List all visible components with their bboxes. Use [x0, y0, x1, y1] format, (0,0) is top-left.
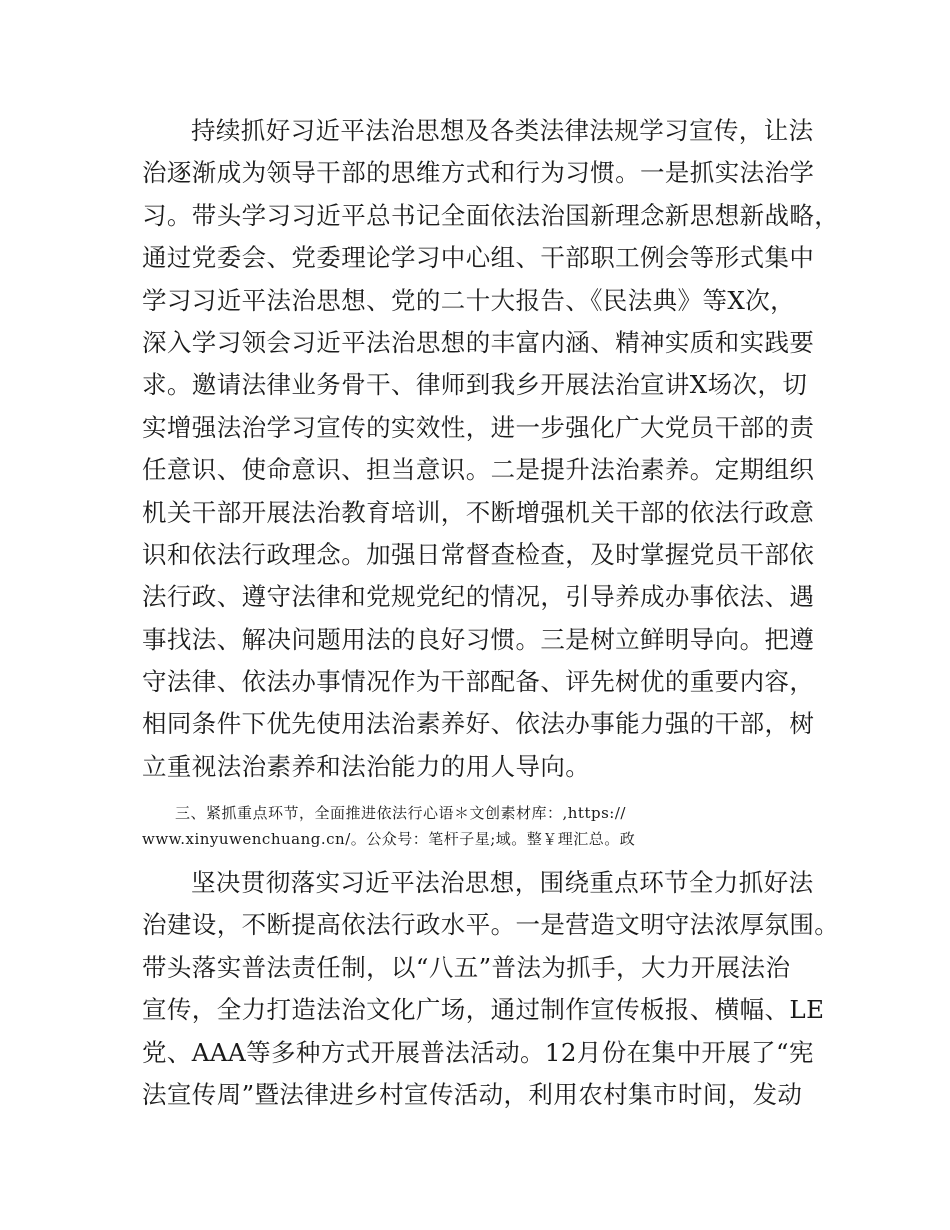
paragraph-line: 相同条件下优先使用法治素养好、依法办事能力强的干部，树 [142, 709, 815, 739]
paragraph-line: 任意识、使命意识、担当意识。二是提升法治素养。定期组织 [142, 455, 815, 485]
paragraph-line: 法宣传周”暨法律进乡村宣传活动，利用农村集市时间，发动 [142, 1079, 803, 1109]
heading-line: 三、紧抓重点环节，全面推进依法行心语＊文创素材库：,https:// [175, 804, 626, 822]
paragraph-line: 守法律、依法办事情况作为干部配备、评先树优的重要内容， [142, 667, 815, 697]
paragraph-key-links [142, 862, 840, 1116]
paragraph-line: 实增强法治学习宣传的实效性，进一步强化广大党员干部的责 [142, 412, 815, 442]
paragraph-line: 深入学习领会习近平法治思想的丰富内涵、精神实质和实践要 [142, 327, 815, 357]
paragraph-line: 习。带头学习习近平总书记全面依法治国新理念新思想新战略， [142, 200, 840, 230]
paragraph-legal-study [142, 110, 840, 788]
section-heading-3 [142, 800, 822, 852]
paragraph-line: 党、AAA等多种方式开展普法活动。12月份在集中开展了“宪 [142, 1037, 814, 1067]
paragraph-line: 持续抓好习近平法治思想及各类法律法规学习宣传，让法 [191, 116, 814, 145]
paragraph-line: 学习习近平法治思想、党的二十大报告、《民法典》等X次， [142, 285, 795, 315]
paragraph-line: 治逐渐成为领导干部的思维方式和行为习惯。一是抓实法治学 [142, 158, 815, 188]
paragraph-line: 宣传，全力打造法治文化广场，通过制作宣传板报、横幅、LE [142, 995, 825, 1025]
paragraph-line: 带头落实普法责任制，以“八五”普法为抓手，大力开展法治 [142, 952, 791, 982]
paragraph-line: 事找法、解决问题用法的良好习惯。三是树立鲜明导向。把遵 [142, 624, 815, 654]
paragraph-line: 法行政、遵守法律和党规党纪的情况，引导养成办事依法、遇 [142, 582, 815, 612]
paragraph-line: 识和依法行政理念。加强日常督查检查，及时掌握党员干部依 [142, 539, 815, 569]
heading-line: www.xinyuwenchuang.cn/。公众号：笔杆子星;域。整￥理汇总。政 [142, 830, 636, 848]
paragraph-line: 坚决贯彻落实习近平法治思想，围绕重点环节全力抓好法 [191, 868, 814, 897]
paragraph-line: 立重视法治素养和法治能力的用人导向。 [142, 751, 591, 781]
paragraph-line: 治建设，不断提高依法行政水平。一是营造文明守法浓厚氛围。 [142, 910, 840, 940]
paragraph-line: 求。邀请法律业务骨干、律师到我乡开展法治宣讲X场次，切 [142, 370, 808, 400]
paragraph-line: 通过党委会、党委理论学习中心组、干部职工例会等形式集中 [142, 243, 815, 273]
paragraph-line: 机关干部开展法治教育培训，不断增强机关干部的依法行政意 [142, 497, 815, 527]
